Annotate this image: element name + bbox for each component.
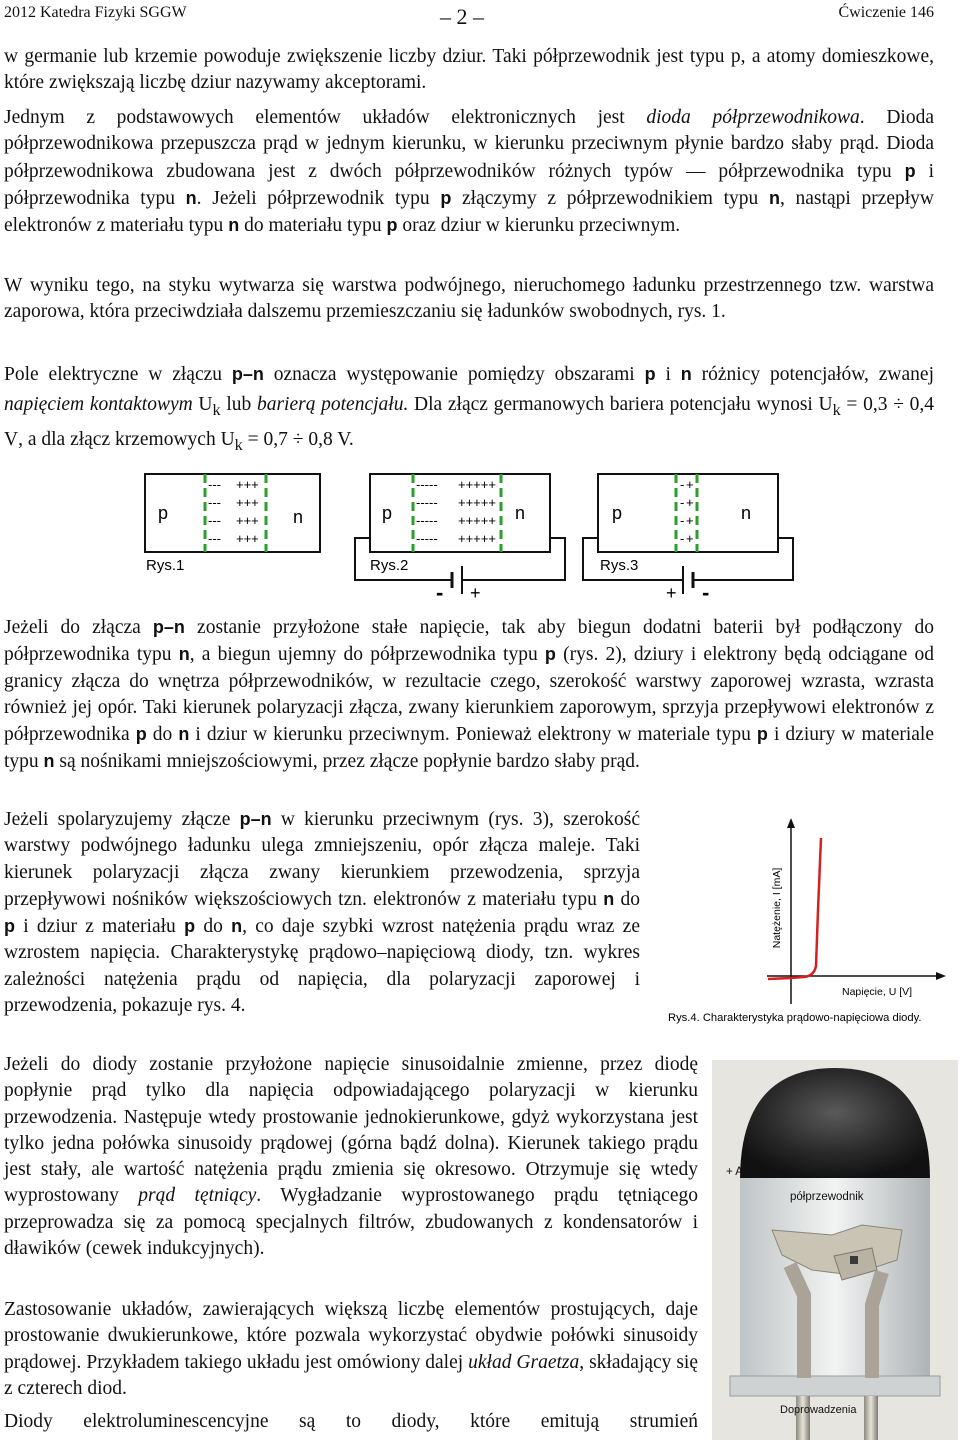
symbol-p: p <box>184 916 196 937</box>
caption-rys4: Rys.4. Charakterystyka prądowo-napięciowa diody. <box>668 1012 922 1024</box>
x-axis-arrow <box>936 972 946 980</box>
label-p: p <box>158 503 169 523</box>
symbol-p: p <box>440 187 452 208</box>
charge-plus: + <box>686 495 694 510</box>
charge-plus: +++ <box>236 531 259 546</box>
text: . Jeżeli półprzewodnik typu <box>196 187 441 209</box>
text: oznacza występowanie pomiędzy obszarami <box>263 364 645 385</box>
paragraph-reverse-bias <box>4 614 934 776</box>
charge-minus: - <box>680 513 685 528</box>
paragraph-rectification <box>4 1052 698 1262</box>
led-body <box>740 1178 930 1378</box>
term-dioda: dioda półprzewodnikowa <box>646 107 860 128</box>
paragraph-barrier <box>4 359 934 460</box>
formula-si: = 0,7 ÷ 0,8 V. <box>242 428 354 450</box>
charge-plus: + <box>686 513 694 528</box>
symbol-n: n <box>178 724 190 745</box>
symbol-pn: p–n <box>231 364 264 384</box>
figure-3 <box>583 474 793 605</box>
symbol-p: p <box>386 215 398 236</box>
text: Pole elektryczne w złączu <box>4 364 232 385</box>
charge-minus: - <box>680 495 685 510</box>
text: Jednym z podstawowych elementów układów elektronicznych jest <box>4 107 647 128</box>
label-n: n <box>293 507 304 527</box>
paragraph-depletion <box>4 273 934 326</box>
symbol-n: n <box>231 916 243 937</box>
label-n: n <box>515 503 526 523</box>
caption-rys2: Rys.2 <box>370 557 409 574</box>
semiconductor-chip <box>850 1256 858 1264</box>
led-photo <box>712 1060 958 1440</box>
charge-minus: - <box>680 477 685 492</box>
charge-minus: --- <box>208 477 221 492</box>
header-left: 2012 Katedra Fizyki SGGW <box>4 4 187 21</box>
y-axis-label: Natężenie, I [mA] <box>771 867 783 949</box>
charge-plus: + <box>686 477 694 492</box>
text: w germanie lub krzemie powoduje zwiększenie liczby dziur. Taki półprzewodnik jest typu p, a atomy domieszkowe, które zwiększają liczbę dziur nazywamy akceptorami. <box>4 46 934 94</box>
caption-rys3: Rys.3 <box>600 557 639 574</box>
symbol-n: n <box>603 888 615 909</box>
battery-plus: + <box>666 583 677 603</box>
label-p: p <box>382 503 393 523</box>
label-leads: Doprowadzenia <box>780 1404 857 1416</box>
charge-plus: +++++ <box>458 477 496 492</box>
symbol-p: p <box>4 916 15 937</box>
charge-plus: +++ <box>236 477 259 492</box>
formula-ge: = 0,3 ÷ 0,4 V <box>4 394 934 450</box>
text: lub <box>220 394 257 415</box>
paragraph-led <box>4 1409 698 1435</box>
charge-plus: +++++ <box>458 513 496 528</box>
caption-rys1: Rys.1 <box>146 557 185 574</box>
led-illustration <box>712 1060 958 1440</box>
text: . Wygładzanie wyprostowanego prądu tętniącego przeprowadza się za pomocą specjalnych filtrów, zbudowanych z kondensatorów i dławików (cewek indukcyjnych). <box>4 1185 698 1260</box>
anode-lead <box>796 1396 810 1440</box>
charge-minus: ----- <box>416 477 438 492</box>
header-right: Ćwiczenie 146 <box>838 4 934 21</box>
symbol-n: n <box>228 215 240 236</box>
text: , składający się z czterech diod. <box>4 1351 698 1399</box>
text: Jeżeli do diody zostanie przyłożone napięcie sinusoidalnie zmienne, przez diodę popłynie prąd tylko dla napięcia odpowiadającego polaryzacji w kierunku przewodzenia. Następuje wtedy prostowanie jednokierunkowe, gdyż wykorzystana jest tylko jedna połówka sinusoidy prądowej (górna bądź dolna). Kierunek takiego prądu jest stały, ale wartość natężenia prądu zmienia się okresowo. Otrzymuje się wtedy wyprostowany <box>4 1054 698 1207</box>
charge-minus: ----- <box>416 495 438 510</box>
paragraph-diode <box>4 105 934 239</box>
text: do <box>146 724 179 746</box>
paragraph-acceptors <box>4 44 934 97</box>
subscript: k <box>832 400 841 419</box>
charge-plus: + <box>686 531 694 546</box>
battery-plus: + <box>470 583 481 603</box>
label-cathode: - Katoda <box>872 1166 916 1178</box>
symbol-n: n <box>680 364 692 384</box>
y-axis-arrow <box>787 818 795 828</box>
charge-minus: - <box>680 531 685 546</box>
text: Diody elektroluminescencyjne są to diody, które emitują strumień <box>4 1411 698 1432</box>
text: Zastosowanie układów, zawierających większą liczbę elementów prostujących, daje prostowanie dwukierunkowe, które pozwala wykorzystać obydwie połówki sinusoidy prądowej. Przykładem takiego układu jest omówiony dalej <box>4 1299 698 1373</box>
charge-minus: ----- <box>416 531 438 546</box>
subscript: k <box>212 400 221 419</box>
text: Jeżeli spolaryzujemy złącze <box>4 809 240 830</box>
figure-1 <box>145 474 320 574</box>
symbol-n: n <box>768 187 780 208</box>
symbol-pn: p–n <box>152 617 185 637</box>
text: i półprzewodnika typu <box>4 160 934 209</box>
text: Dla złącz germanowych bariera potencjału wynosi U <box>408 394 833 415</box>
subscript: k <box>234 435 243 454</box>
text: , co daje szybki wzrost natężenia prądu wraz ze wzrostem napięcia. Charakterystykę prądowo–napięciową diody, tzn. wykres zależności natężenia prądu od napięcia, dla polaryzacji zaporowej i przewodzenia, pokazuje rys. 4. <box>4 916 640 1017</box>
text: do <box>614 888 641 910</box>
term-napiecie-kontaktowe: napięciem kontaktowym <box>4 394 193 415</box>
symbol-p: p <box>756 724 768 745</box>
term-bariera: barierą potencjału. <box>256 394 409 415</box>
figure-4-iv-curve <box>664 818 960 1030</box>
text: do <box>195 916 232 938</box>
symbol-n: n <box>178 644 190 665</box>
symbol-p: p <box>135 724 147 745</box>
label-semiconductor: półprzewodnik <box>790 1191 864 1203</box>
text: U <box>192 394 213 415</box>
text: i <box>655 364 681 385</box>
text: i dziury w materiale typu <box>4 724 934 773</box>
charge-plus: +++ <box>236 495 259 510</box>
paragraph-forward-bias <box>4 806 640 1019</box>
charge-minus: --- <box>208 531 221 546</box>
symbol-p: p <box>544 644 556 665</box>
x-axis-label: Napięcie, U [V] <box>842 986 913 998</box>
page-header <box>0 2 960 28</box>
charge-plus: +++++ <box>458 495 496 510</box>
symbol-p: p <box>904 160 916 181</box>
text: , a biegun ujemny do półprzewodnika typu <box>189 644 545 666</box>
battery-minus: - <box>702 580 710 605</box>
text: do materiału typu <box>239 215 387 237</box>
figure-2 <box>355 474 565 605</box>
text: zostanie przyłożone stałe napięcie, tak aby biegun dodatni baterii był podłączony do półprzewodnika typu <box>4 617 934 666</box>
text: złączymy z półprzewodnikiem typu <box>451 187 769 209</box>
charge-plus: +++++ <box>458 531 496 546</box>
text: oraz dziur w kierunku przeciwnym. <box>397 215 681 237</box>
symbol-n: n <box>43 751 55 772</box>
text: , nastąpi przepływ elektronów z materiału typu <box>4 187 934 237</box>
text: i dziur w kierunku przeciwnym. Ponieważ elektrony w materiale typu <box>189 724 757 746</box>
charge-plus: +++ <box>236 513 259 528</box>
pn-junction-figures <box>0 468 960 610</box>
charge-minus: --- <box>208 513 221 528</box>
term-prad-tetniacy: prąd tętniący <box>138 1185 257 1207</box>
battery-minus: - <box>436 580 444 605</box>
paragraph-graetz <box>4 1297 698 1402</box>
text: w kierunku przeciwnym (rys. 3), szerokość warstwy podwójnego ładunku ulega zmniejszeniu, opór złącza maleje. Taki kierunek polaryzacji złącza zwany kierunkiem przewodzenia, sprzyja przepływowi nośników większościowych tzn. elektronów z materiału typu <box>4 809 640 910</box>
page-number: – 2 – <box>440 4 484 29</box>
text: i dziur z materiału <box>15 916 185 938</box>
label-anode: + Anoda <box>726 1166 769 1178</box>
symbol-n: n <box>185 187 197 208</box>
cathode-lead <box>864 1396 878 1440</box>
label-n: n <box>741 503 752 523</box>
text: Jeżeli do złącza <box>4 617 153 638</box>
symbol-pn: p–n <box>239 809 272 829</box>
text: . Dioda półprzewodnikowa przepuszcza prąd w jednym kierunku, w kierunku przeciwnym płynie bardzo słaby prąd. Dioda półprzewodnikowa zbudowana jest z dwóch półprzewodników różnych typów — półprzewodnika typu <box>4 107 934 182</box>
text: W wyniku tego, na styku wytwarza się warstwa podwójnego, nieruchomego ładunku przestrzennego tzw. warstwa zaporowa, która przeciwdziała dalszemu przemieszczaniu się ładunków swobodnych, rys. 1. <box>4 275 934 323</box>
charge-minus: ----- <box>416 513 438 528</box>
charge-minus: --- <box>208 495 221 510</box>
text: (rys. 2), dziury i elektrony będą odciągane od granicy złącza do wnętrza półprzewodników, w rezultacie czego, szerokość warstwy zaporowej wzrasta, wzrasta również jej opór. Taki kierunek polaryzacji złącza, zwany kierunkiem zaporowym, sprzyja przepływowi elektronów z półprzewodnika <box>4 644 934 746</box>
text: , a dla złącz krzemowych U <box>18 428 235 450</box>
text: są nośnikami mniejszościowymi, przez złącze popłynie bardzo słaby prąd. <box>54 751 640 773</box>
symbol-p: p <box>644 364 656 384</box>
term-uklad-graetza: układ Graetza <box>468 1351 580 1373</box>
label-p: p <box>612 503 623 523</box>
led-rim <box>730 1376 940 1396</box>
text: różnicy potencjałów, zwanej <box>691 364 934 385</box>
